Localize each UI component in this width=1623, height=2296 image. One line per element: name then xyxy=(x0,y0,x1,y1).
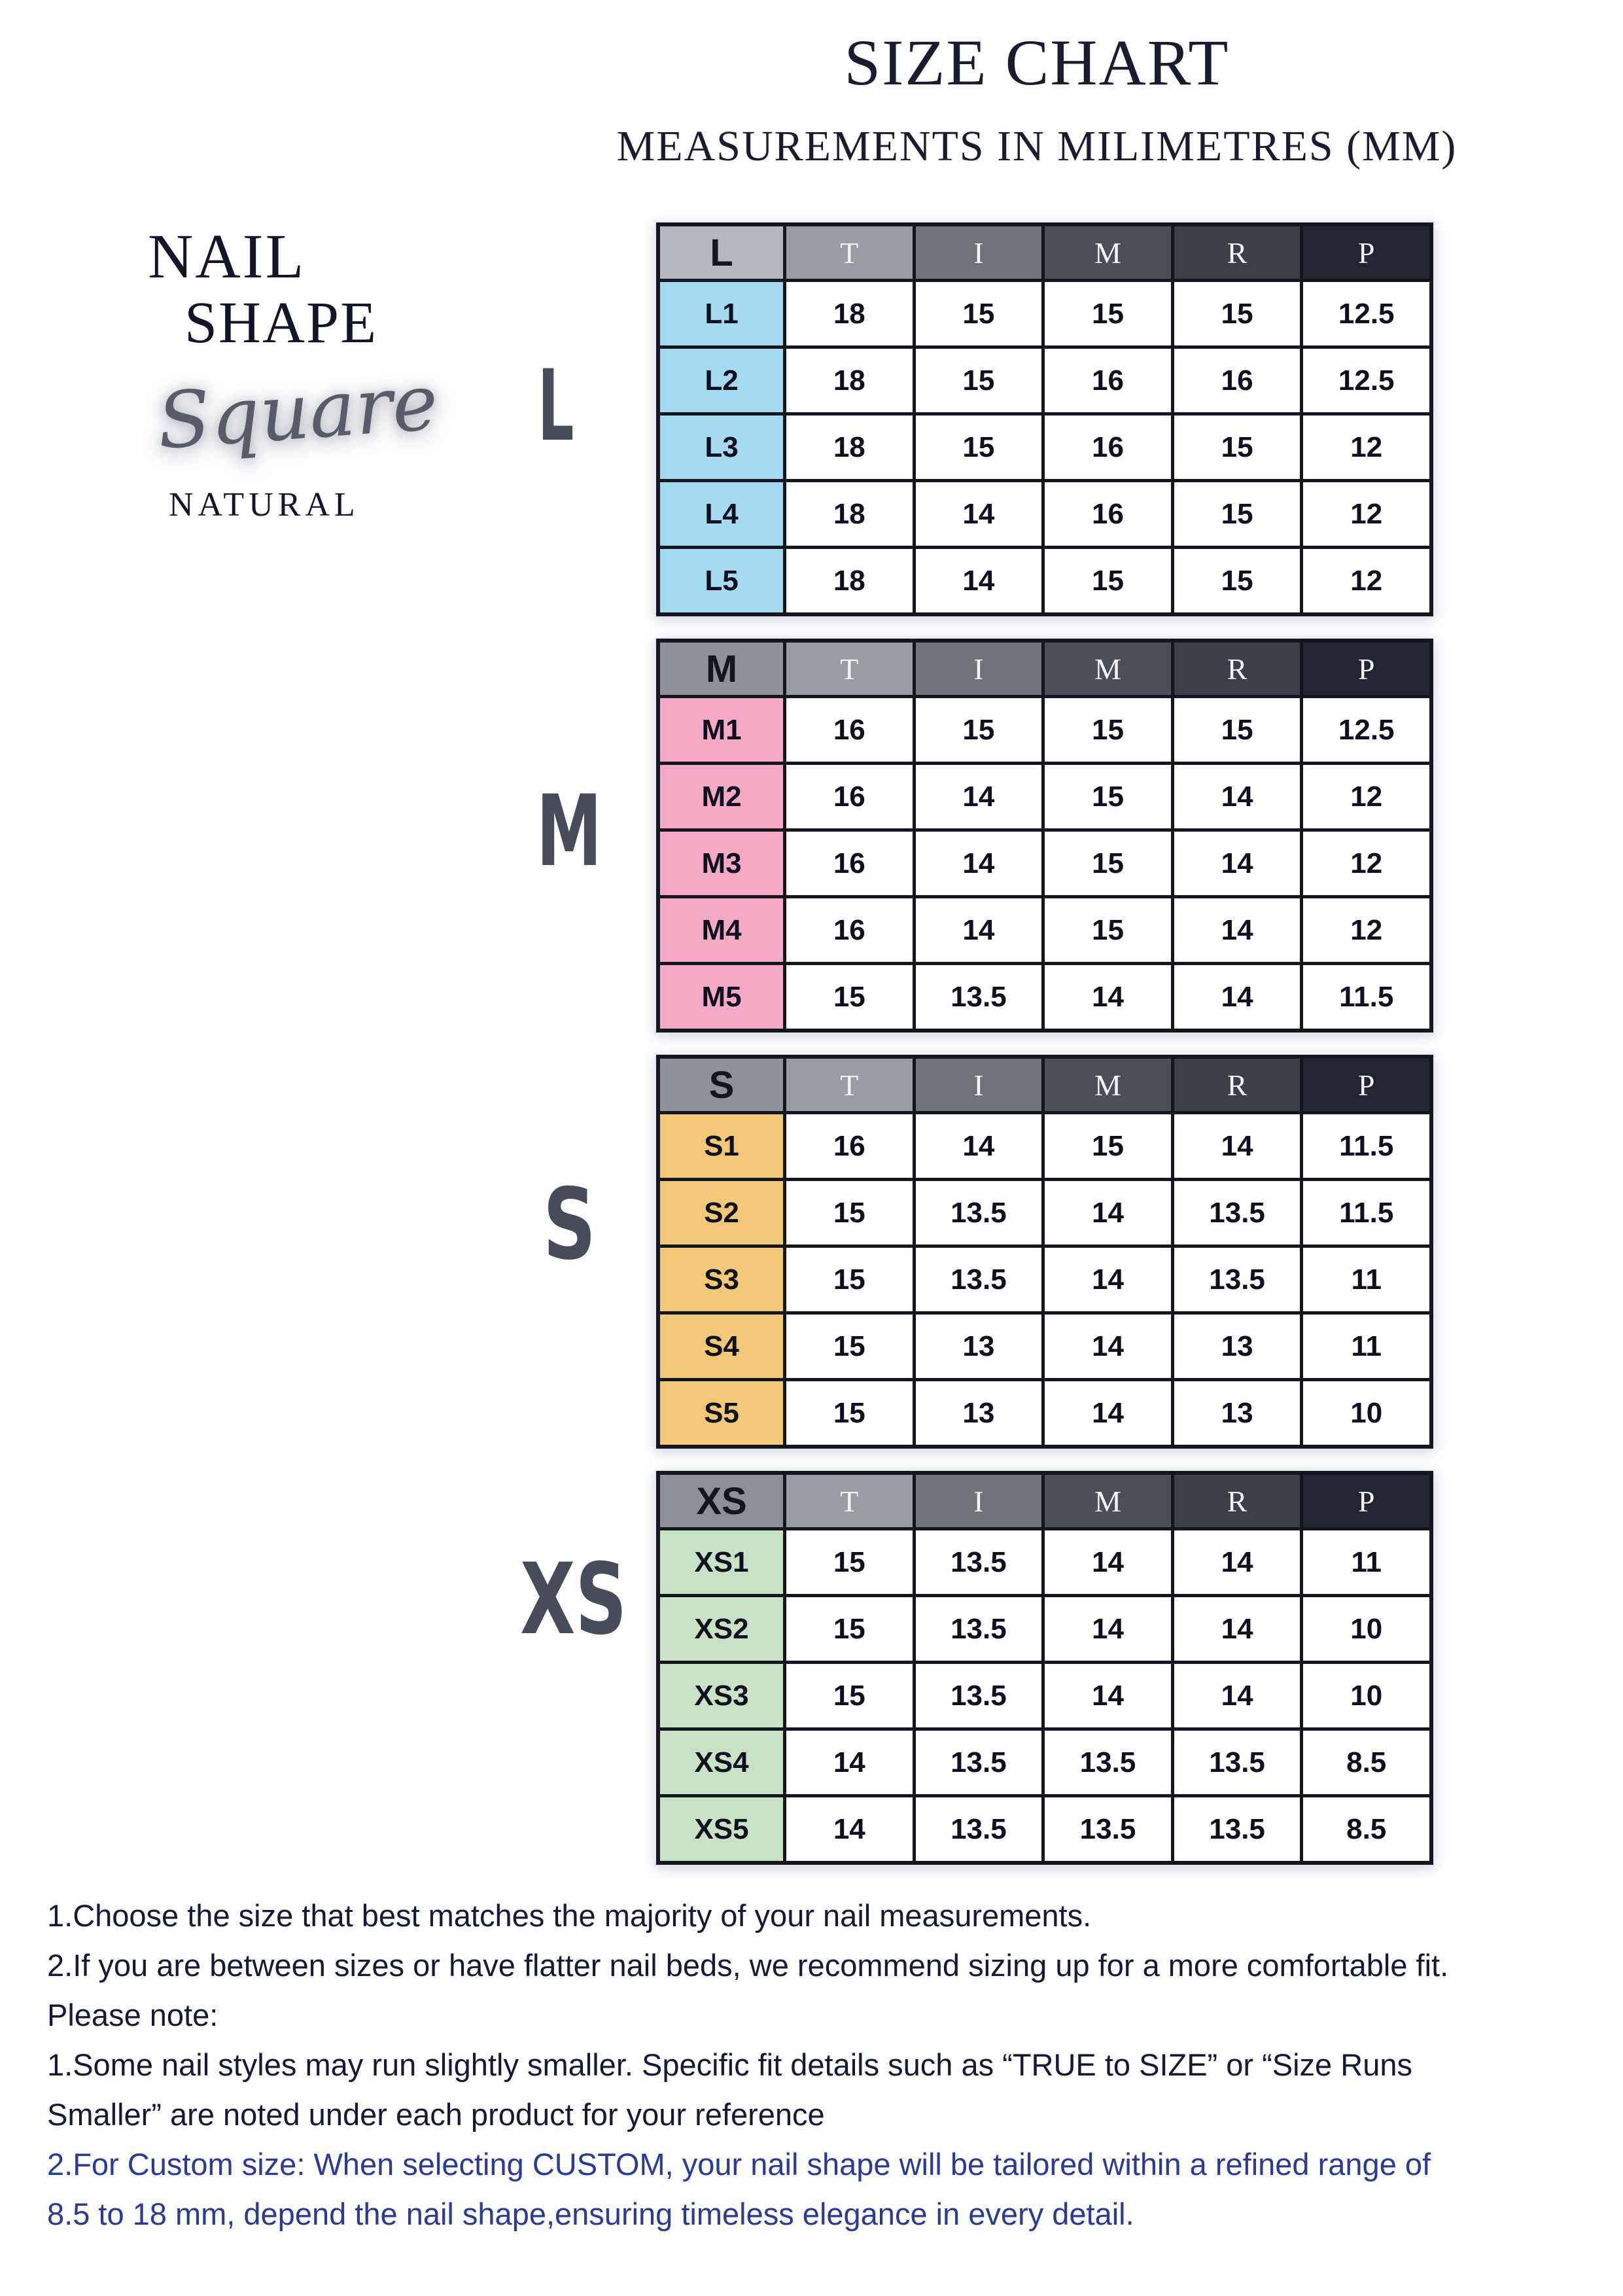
measurement-l4-r: 15 xyxy=(1174,482,1300,546)
note-line: 1.Choose the size that best matches the majority of your nail measurements. xyxy=(47,1898,1092,1933)
row-label-xs1: XS1 xyxy=(660,1530,783,1594)
nail-shape-name: Square xyxy=(154,357,441,467)
measurement-xs3-t: 15 xyxy=(786,1664,913,1727)
measurement-l2-t: 18 xyxy=(786,349,913,412)
measurement-l1-i: 15 xyxy=(916,282,1042,345)
measurement-m4-t: 16 xyxy=(786,898,913,962)
measurement-xs5-t: 14 xyxy=(786,1797,913,1861)
measurement-xs2-p: 10 xyxy=(1303,1597,1429,1661)
measurement-m2-r: 14 xyxy=(1174,765,1300,828)
measurement-l5-r: 15 xyxy=(1174,549,1300,612)
measurement-m3-t: 16 xyxy=(786,832,913,895)
row-label-s1: S1 xyxy=(660,1114,783,1178)
measurement-s3-r: 13.5 xyxy=(1174,1248,1300,1311)
row-label-s4: S4 xyxy=(660,1315,783,1378)
measurement-m5-i: 13.5 xyxy=(916,965,1042,1029)
measurement-xs1-m: 14 xyxy=(1045,1530,1171,1594)
measurement-m2-i: 14 xyxy=(916,765,1042,828)
measurement-m3-r: 14 xyxy=(1174,832,1300,895)
measurement-m5-p: 11.5 xyxy=(1303,965,1429,1029)
measurement-xs4-i: 13.5 xyxy=(916,1731,1042,1794)
size-group-letter-m: M xyxy=(536,775,602,889)
measurement-l2-m: 16 xyxy=(1045,349,1171,412)
row-label-m1: M1 xyxy=(660,698,783,762)
measurement-l3-r: 15 xyxy=(1174,415,1300,479)
column-header-p: P xyxy=(1303,643,1429,695)
measurement-xs1-r: 14 xyxy=(1174,1530,1300,1594)
custom-size-note-line: 2.For Custom size: When selecting CUSTOM, your nail shape will be tailored within a refined range of xyxy=(47,2147,1431,2181)
measurement-m4-p: 12 xyxy=(1303,898,1429,962)
measurement-l4-t: 18 xyxy=(786,482,913,546)
measurement-m2-t: 16 xyxy=(786,765,913,828)
measurement-s1-m: 15 xyxy=(1045,1114,1171,1178)
table-header-size-l: L xyxy=(660,226,783,279)
size-table-l xyxy=(656,222,1433,616)
row-label-xs4: XS4 xyxy=(660,1731,783,1794)
measurement-l1-p: 12.5 xyxy=(1303,282,1429,345)
note-line: 1.Some nail styles may run slightly smaller. Specific fit details such as “TRUE to SIZE” or “Size Runs xyxy=(47,2047,1412,2082)
row-label-l1: L1 xyxy=(660,282,783,345)
measurement-s2-t: 15 xyxy=(786,1181,913,1245)
measurement-s3-m: 14 xyxy=(1045,1248,1171,1311)
row-label-xs5: XS5 xyxy=(660,1797,783,1861)
measurement-m1-p: 12.5 xyxy=(1303,698,1429,762)
measurement-m3-i: 14 xyxy=(916,832,1042,895)
measurement-xs2-m: 14 xyxy=(1045,1597,1171,1661)
measurement-l5-i: 14 xyxy=(916,549,1042,612)
measurement-l4-m: 16 xyxy=(1045,482,1171,546)
column-header-i: I xyxy=(916,1475,1042,1527)
row-label-xs2: XS2 xyxy=(660,1597,783,1661)
measurement-m3-p: 12 xyxy=(1303,832,1429,895)
row-label-m5: M5 xyxy=(660,965,783,1029)
measurement-xs3-p: 10 xyxy=(1303,1664,1429,1727)
column-header-r: R xyxy=(1174,643,1300,695)
size-table-xs xyxy=(656,1471,1433,1865)
measurement-s4-t: 15 xyxy=(786,1315,913,1378)
note-line: Please note: xyxy=(47,1998,218,2032)
row-label-s3: S3 xyxy=(660,1248,783,1311)
row-label-m2: M2 xyxy=(660,765,783,828)
measurement-m1-r: 15 xyxy=(1174,698,1300,762)
table-header-size-m: M xyxy=(660,643,783,695)
measurement-l5-m: 15 xyxy=(1045,549,1171,612)
measurement-l4-p: 12 xyxy=(1303,482,1429,546)
column-header-r: R xyxy=(1174,1059,1300,1111)
measurement-s1-t: 16 xyxy=(786,1114,913,1178)
measurement-s2-p: 11.5 xyxy=(1303,1181,1429,1245)
column-header-i: I xyxy=(916,226,1042,279)
note-line: Smaller” are noted under each product for your reference xyxy=(47,2097,825,2132)
row-label-s2: S2 xyxy=(660,1181,783,1245)
measurement-xs1-p: 11 xyxy=(1303,1530,1429,1594)
row-label-s5: S5 xyxy=(660,1381,783,1445)
measurement-l3-m: 16 xyxy=(1045,415,1171,479)
row-label-m3: M3 xyxy=(660,832,783,895)
measurement-s2-i: 13.5 xyxy=(916,1181,1042,1245)
column-header-r: R xyxy=(1174,1475,1300,1527)
measurement-xs3-r: 14 xyxy=(1174,1664,1300,1727)
measurement-m5-r: 14 xyxy=(1174,965,1300,1029)
measurement-xs4-r: 13.5 xyxy=(1174,1731,1300,1794)
measurement-xs5-m: 13.5 xyxy=(1045,1797,1171,1861)
measurement-l3-p: 12 xyxy=(1303,415,1429,479)
measurement-s5-t: 15 xyxy=(786,1381,913,1445)
column-header-m: M xyxy=(1045,1059,1171,1111)
measurement-s4-m: 14 xyxy=(1045,1315,1171,1378)
brand-word-nail: NAIL xyxy=(148,221,306,291)
measurement-s3-t: 15 xyxy=(786,1248,913,1311)
measurement-s4-p: 11 xyxy=(1303,1315,1429,1378)
nail-shape-style: NATURAL xyxy=(169,486,360,523)
measurement-s2-r: 13.5 xyxy=(1174,1181,1300,1245)
size-table-s xyxy=(656,1055,1433,1449)
note-line: 2.If you are between sizes or have flatter nail beds, we recommend sizing up for a more comfortable fit. xyxy=(47,1948,1449,1983)
measurement-xs4-m: 13.5 xyxy=(1045,1731,1171,1794)
measurement-s5-m: 14 xyxy=(1045,1381,1171,1445)
row-label-xs3: XS3 xyxy=(660,1664,783,1727)
column-header-r: R xyxy=(1174,226,1300,279)
column-header-i: I xyxy=(916,1059,1042,1111)
measurement-xs5-r: 13.5 xyxy=(1174,1797,1300,1861)
measurement-l5-p: 12 xyxy=(1303,549,1429,612)
measurement-xs5-p: 8.5 xyxy=(1303,1797,1429,1861)
row-label-l5: L5 xyxy=(660,549,783,612)
measurement-l2-p: 12.5 xyxy=(1303,349,1429,412)
measurement-m1-m: 15 xyxy=(1045,698,1171,762)
column-header-t: T xyxy=(786,643,913,695)
measurement-xs3-i: 13.5 xyxy=(916,1664,1042,1727)
size-group-letter-xs: XS xyxy=(520,1543,627,1657)
measurement-s4-r: 13 xyxy=(1174,1315,1300,1378)
column-header-i: I xyxy=(916,643,1042,695)
measurement-s5-p: 10 xyxy=(1303,1381,1429,1445)
measurement-s5-i: 13 xyxy=(916,1381,1042,1445)
measurement-xs2-t: 15 xyxy=(786,1597,913,1661)
measurement-l1-m: 15 xyxy=(1045,282,1171,345)
measurement-s3-p: 11 xyxy=(1303,1248,1429,1311)
column-header-m: M xyxy=(1045,1475,1171,1527)
measurement-m4-m: 15 xyxy=(1045,898,1171,962)
measurement-m4-r: 14 xyxy=(1174,898,1300,962)
measurement-m4-i: 14 xyxy=(916,898,1042,962)
measurement-m2-p: 12 xyxy=(1303,765,1429,828)
measurement-xs3-m: 14 xyxy=(1045,1664,1171,1727)
measurement-xs2-r: 14 xyxy=(1174,1597,1300,1661)
column-header-t: T xyxy=(786,1059,913,1111)
table-header-size-xs: XS xyxy=(660,1475,783,1527)
page-title: SIZE CHART xyxy=(844,26,1230,99)
measurement-s5-r: 13 xyxy=(1174,1381,1300,1445)
table-header-size-s: S xyxy=(660,1059,783,1111)
measurement-s1-i: 14 xyxy=(916,1114,1042,1178)
measurement-l4-i: 14 xyxy=(916,482,1042,546)
measurement-l2-r: 16 xyxy=(1174,349,1300,412)
measurement-xs5-i: 13.5 xyxy=(916,1797,1042,1861)
size-group-letter-l: L xyxy=(538,349,574,463)
column-header-p: P xyxy=(1303,1059,1429,1111)
column-header-p: P xyxy=(1303,226,1429,279)
measurement-m2-m: 15 xyxy=(1045,765,1171,828)
measurement-xs4-p: 8.5 xyxy=(1303,1731,1429,1794)
column-header-t: T xyxy=(786,226,913,279)
measurement-m1-t: 16 xyxy=(786,698,913,762)
measurement-s3-i: 13.5 xyxy=(916,1248,1042,1311)
measurement-m3-m: 15 xyxy=(1045,832,1171,895)
brand-word-shape: SHAPE xyxy=(184,291,378,355)
column-header-t: T xyxy=(786,1475,913,1527)
measurement-xs2-i: 13.5 xyxy=(916,1597,1042,1661)
measurement-s2-m: 14 xyxy=(1045,1181,1171,1245)
page-subtitle: MEASUREMENTS IN MILIMETRES (MM) xyxy=(616,122,1457,170)
measurement-xs1-i: 13.5 xyxy=(916,1530,1042,1594)
row-label-l4: L4 xyxy=(660,482,783,546)
column-header-p: P xyxy=(1303,1475,1429,1527)
measurement-m5-m: 14 xyxy=(1045,965,1171,1029)
measurement-xs1-t: 15 xyxy=(786,1530,913,1594)
size-table-m xyxy=(656,639,1433,1033)
measurement-m1-i: 15 xyxy=(916,698,1042,762)
row-label-l2: L2 xyxy=(660,349,783,412)
measurement-l3-t: 18 xyxy=(786,415,913,479)
custom-size-note-line: 8.5 to 18 mm, depend the nail shape,ensuring timeless elegance in every detail. xyxy=(47,2197,1134,2231)
column-header-m: M xyxy=(1045,643,1171,695)
measurement-l5-t: 18 xyxy=(786,549,913,612)
measurement-s1-r: 14 xyxy=(1174,1114,1300,1178)
measurement-xs4-t: 14 xyxy=(786,1731,913,1794)
footer-notes xyxy=(47,1891,1584,2239)
measurement-s4-i: 13 xyxy=(916,1315,1042,1378)
measurement-l2-i: 15 xyxy=(916,349,1042,412)
row-label-l3: L3 xyxy=(660,415,783,479)
size-group-letter-s: S xyxy=(543,1168,597,1282)
measurement-m5-t: 15 xyxy=(786,965,913,1029)
measurement-l1-t: 18 xyxy=(786,282,913,345)
measurement-l1-r: 15 xyxy=(1174,282,1300,345)
column-header-m: M xyxy=(1045,226,1171,279)
measurement-l3-i: 15 xyxy=(916,415,1042,479)
measurement-s1-p: 11.5 xyxy=(1303,1114,1429,1178)
row-label-m4: M4 xyxy=(660,898,783,962)
